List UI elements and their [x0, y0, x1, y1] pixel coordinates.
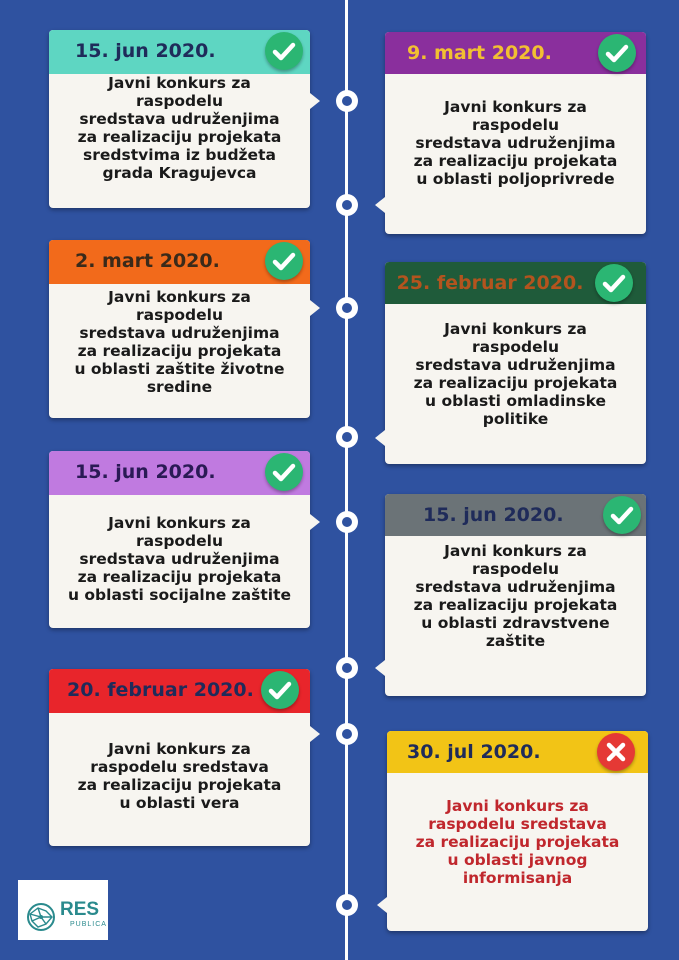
- card-text-line: u oblasti poljoprivrede: [416, 170, 615, 188]
- card-text-line: za realizaciju projekata: [413, 374, 618, 392]
- timeline-card: [49, 240, 310, 418]
- card-date: 30. jul 2020.: [407, 741, 541, 763]
- card-text-line: raspodelu sredstava: [428, 815, 607, 833]
- card-text-line: u oblasti zdravstvene: [421, 614, 610, 632]
- card-pointer: [310, 726, 320, 742]
- check-icon: [595, 264, 633, 302]
- card-text-line: za realizaciju projekata: [77, 568, 282, 586]
- card-text-line: Javni konkurs za: [108, 288, 251, 306]
- card-text-line: Javni konkurs za: [446, 797, 589, 815]
- res-publica-logo: [18, 880, 108, 940]
- card-text-line: u oblasti javnog: [447, 851, 588, 869]
- card-text-line: raspodelu sredstava: [90, 758, 269, 776]
- card-text-line: sredstava udruženjima: [79, 324, 280, 342]
- card-pointer: [310, 300, 320, 316]
- card-date: 15. jun 2020.: [423, 504, 564, 526]
- card-text: [395, 98, 636, 188]
- check-icon: [598, 34, 636, 72]
- card-text: [59, 288, 300, 396]
- card-text: [59, 740, 300, 812]
- card-pointer: [375, 430, 385, 446]
- card-text: [395, 542, 636, 650]
- timeline-dot: [336, 194, 358, 216]
- timeline-dot: [336, 657, 358, 679]
- card-text-line: sredstava udruženjima: [79, 550, 280, 568]
- timeline-dot: [336, 894, 358, 916]
- card-date: 15. jun 2020.: [75, 40, 216, 62]
- check-icon: [261, 671, 299, 709]
- card-text-line: sredstava udruženjima: [415, 134, 616, 152]
- card-text-line: informisanja: [462, 869, 573, 887]
- card-text-line: sredine: [146, 378, 213, 396]
- card-text: [397, 797, 638, 887]
- card-pointer: [375, 197, 385, 213]
- card-text-line: u oblasti omladinske: [425, 392, 606, 410]
- card-date: 15. jun 2020.: [75, 461, 216, 483]
- timeline-dot: [336, 723, 358, 745]
- card-text-line: raspodelu: [471, 560, 560, 578]
- card-text-line: grada Kragujevca: [102, 164, 257, 182]
- timeline-card: [49, 451, 310, 628]
- card-text-line: za realizaciju projekata: [415, 833, 620, 851]
- card-text-line: raspodelu: [471, 116, 560, 134]
- timeline-dot: [336, 511, 358, 533]
- timeline-card: [49, 30, 310, 208]
- card-text-line: Javni konkurs za: [444, 542, 587, 560]
- timeline-card: [49, 669, 310, 846]
- card-text-line: u oblasti zaštite životne: [74, 360, 285, 378]
- timeline-dot: [336, 90, 358, 112]
- card-text: [395, 320, 636, 428]
- card-text: [59, 514, 300, 604]
- card-text-line: sredstvima iz budžeta: [83, 146, 276, 164]
- card-pointer: [310, 514, 320, 530]
- card-text-line: za realizaciju projekata: [413, 596, 618, 614]
- card-text-line: za realizaciju projekata: [77, 776, 282, 794]
- card-text-line: raspodelu: [471, 338, 560, 356]
- card-date: 20. februar 2020.: [67, 679, 254, 701]
- card-text-line: u oblasti socijalne zaštite: [67, 586, 292, 604]
- check-icon: [265, 453, 303, 491]
- timeline-card: [385, 494, 646, 696]
- card-text-line: sredstava udruženjima: [415, 356, 616, 374]
- card-text-line: za realizaciju projekata: [413, 152, 618, 170]
- timeline-dot: [336, 426, 358, 448]
- card-text-line: u oblasti vera: [119, 794, 240, 812]
- timeline-dot: [336, 297, 358, 319]
- card-text-line: zaštite: [485, 632, 546, 650]
- cross-icon: [597, 733, 635, 771]
- card-pointer: [310, 93, 320, 109]
- check-icon: [265, 32, 303, 70]
- card-pointer: [377, 897, 387, 913]
- card-date: 9. mart 2020.: [407, 42, 552, 64]
- card-text-line: Javni konkurs za: [108, 514, 251, 532]
- timeline-card: [385, 262, 646, 464]
- card-date: 2. mart 2020.: [75, 250, 220, 272]
- card-text-line: raspodelu: [135, 532, 224, 550]
- card-text-line: Javni konkurs za: [444, 98, 587, 116]
- card-text-line: sredstava udruženjima: [79, 110, 280, 128]
- timeline-card: [385, 32, 646, 234]
- card-text-line: politike: [482, 410, 549, 428]
- card-text-line: Javni konkurs za: [108, 740, 251, 758]
- card-pointer: [375, 660, 385, 676]
- globe-icon: [26, 902, 56, 932]
- timeline-card: [387, 731, 648, 931]
- card-text-line: Javni konkurs za: [444, 320, 587, 338]
- check-icon: [603, 496, 641, 534]
- card-text-line: za realizaciju projekata: [77, 342, 282, 360]
- logo-subtitle: PUBLICA: [70, 921, 107, 928]
- card-text-line: Javni konkurs za: [108, 74, 251, 92]
- logo-name: RES: [60, 899, 100, 920]
- card-text-line: raspodelu: [135, 92, 224, 110]
- check-icon: [265, 242, 303, 280]
- card-text-line: za realizaciju projekata: [77, 128, 282, 146]
- card-date: 25. februar 2020.: [396, 272, 584, 294]
- card-text-line: raspodelu: [135, 306, 224, 324]
- card-text-line: sredstava udruženjima: [415, 578, 616, 596]
- card-text: [59, 74, 300, 182]
- timeline-axis: [345, 0, 348, 960]
